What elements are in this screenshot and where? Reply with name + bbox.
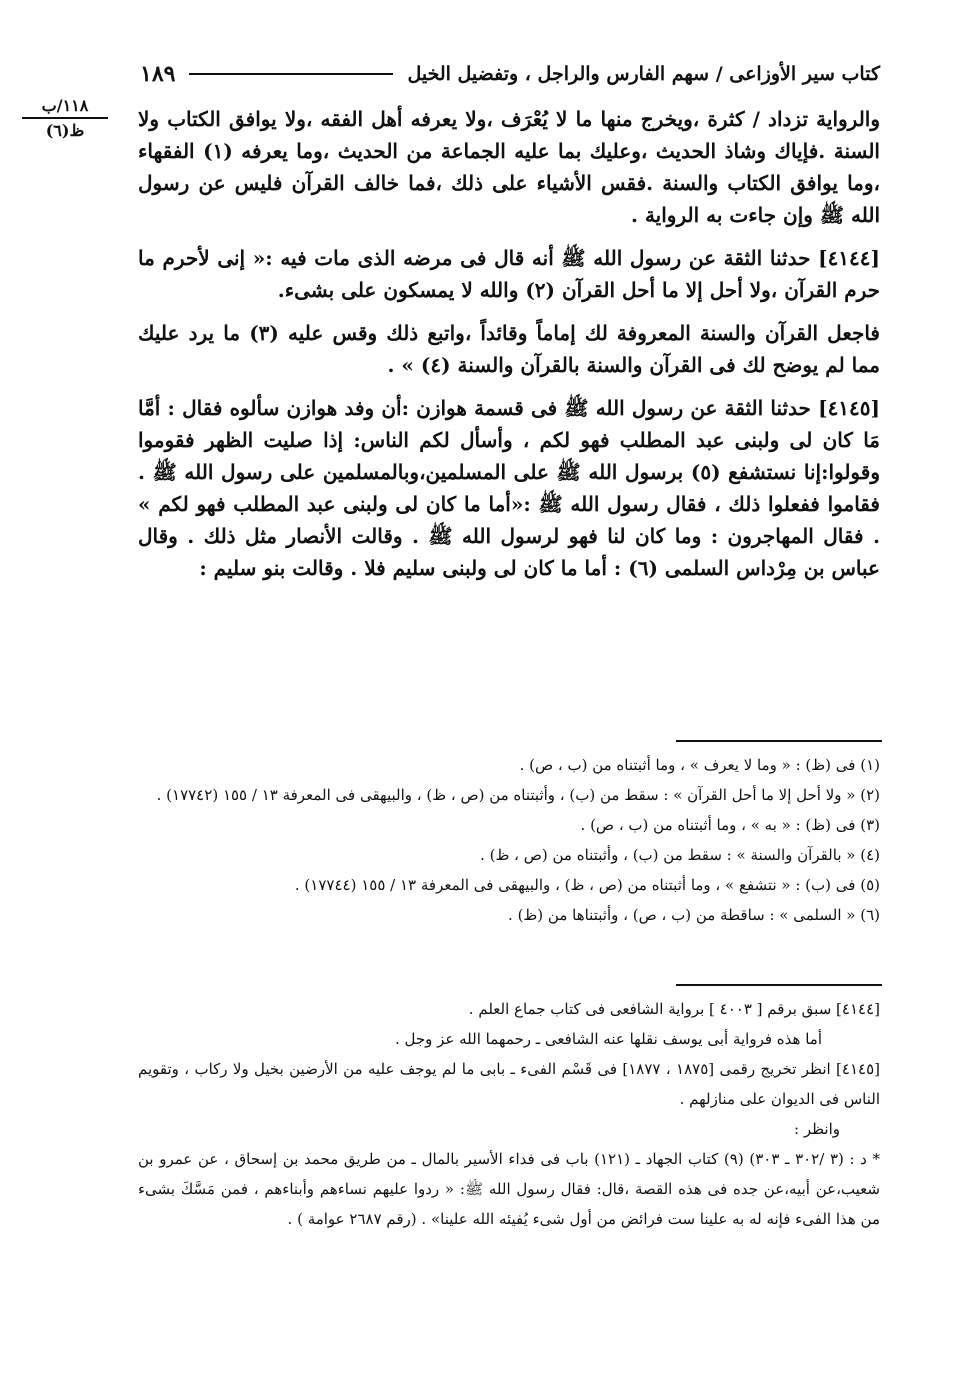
footnote-1: (١) فى (ظ) : « وما لا يعرف » ، وما أثبتناه من (ب ، ص) . [519, 756, 880, 774]
footnote-2: (٢) « ولا أحل إلا ما أحل القرآن » : سقط من (ب) ، وأثبتناه من (ص ، ظ) ، والبيهقى فى المعرفة ١٣ / ١٥٥ (١٧٧٤٢) . [156, 786, 880, 804]
source-4144-note: أما هذه فرواية أبى يوسف نقلها عنه الشافعى ـ رحمهما الله عز وجل . [394, 1030, 822, 1048]
footnote-4: (٤) « بالقرآن والسنة » : سقط من (ب) ، وأثبتناه من (ص ، ظ) . [480, 846, 880, 864]
paragraph: والرواية تزداد / كثرة ،ويخرج منها ما لا يُعْرَف ،ولا يعرفه أهل الفقه ،ولا يوافق الكتاب ولا السنة .فإياك وشاذ الحديث ،وعليك بما عليه الجماعة من الحديث ،وما يعرفه (١) الفقهاء ،وما يوافق الكتاب والسنة .فقس الأشياء على ذلك ،فما خالف القرآن فليس عن رسول الله ﷺ وإن جاءت به الرواية . [138, 107, 880, 227]
page-number: ١٨٩ [140, 61, 176, 87]
sources-divider [676, 984, 882, 986]
source-4145-takhrij: * د : (٣ /٣٠٢ ـ ٣٠٣) (٩) كتاب الجهاد ـ (١٢١) باب فى فداء الأسير بالمال ـ من طريق محمد بن إسحاق ، عن عمرو بن شعيب،عن أبيه،عن جده فى هذه القصة ،قال: فقال رسول الله ﷺ: « ردوا عليهم نساءهم وأبناءهم ، فمن مَسَّكَ بشىء من هذا الفىء فإنه له به علينا ست فرائض من أول شىء يُفيئه الله علينا» . (رقم ٢٦٨٧ عوامة ) . [138, 1150, 881, 1228]
hadith-4144: [٤١٤٤] حدثنا الثقة عن رسول الله ﷺ أنه قال فى مرضه الذى مات فيه :« إنى لأحرم ما حرم القرآن ،ولا أحل إلا ما أحل القرآن (٢) والله لا يمسكون على بشىء. [138, 246, 880, 302]
footnote-3: (٣) فى (ظ) : « به » ، وما أثبتناه من (ب ، ص) . [580, 816, 880, 834]
running-header [140, 56, 880, 92]
manuscript-folio-note [22, 96, 108, 140]
paragraph: فاجعل القرآن والسنة المعروفة لك إماماً وقائداً ،واتبع ذلك وقس عليه (٣) ما يرد عليك مما لم يوضح لك فى القرآن والسنة بالقرآن والسنة (٤) » . [138, 321, 880, 377]
header-rule [189, 73, 393, 75]
footnote-5: (٥) فى (ب) : « نتشفع » ، وما أثبتناه من (ص ، ظ) ، والبيهقى فى المعرفة ١٣ / ١٥٥ (١٧٧٤٤) . [294, 876, 880, 894]
manuscript-ref: ظ(٦) [45, 121, 85, 140]
running-title: كتاب سير الأوزاعى / سهم الفارس والراجل ، وتفضيل الخيل [407, 63, 880, 85]
footnotes [138, 750, 880, 930]
hadith-4145: [٤١٤٥] حدثنا الثقة عن رسول الله ﷺ فى قسمة هوازن :أن وفد هوازن سألوه فقال : أمَّا مَا كان لى ولبنى عبد المطلب فهو لكم ، وأسأل لكم الناس: إذا صليت الظهر فقوموا وقولوا:إنا نستشفع (٥) برسول الله ﷺ على المسلمين،وبالمسلمين على رسول الله ﷺ . فقاموا ففعلوا ذلك ، فقال رسول الله ﷺ :«أما ما كان لى ولبنى عبد المطلب فهو لكم » . فقال المهاجرون : وما كان لنا فهو لرسول الله ﷺ . وقالت الأنصار مثل ذلك . وقال عباس بن مِرْداس السلمى (٦) : أما ما كان لى ولبنى سليم فلا . وقالت بنو سليم : [138, 396, 880, 580]
footnote-6: (٦) « السلمى » : ساقطة من (ب ، ص) ، وأثبتناها من (ظ) . [508, 906, 880, 924]
footnote-divider [676, 740, 882, 742]
main-text [138, 103, 880, 595]
source-4145: [٤١٤٥] انظر تخريج رقمى [١٨٧٥ ، ١٨٧٧] فى قَسْم الفىء ـ بابى ما لم يوجف عليه من الأرضين بخيل ولا ركاب ، وتقويم الناس فى الديوان على منازلهم . [138, 1060, 880, 1108]
source-4144: [٤١٤٤] سبق برقم [ ٤٠٠٣ ] برواية الشافعى فى كتاب جماع العلم . [468, 1000, 880, 1018]
source-notes [138, 994, 880, 1234]
source-4145-see-also: وانظر : [794, 1120, 840, 1138]
folio-ref: ١١٨/ب [22, 96, 108, 119]
